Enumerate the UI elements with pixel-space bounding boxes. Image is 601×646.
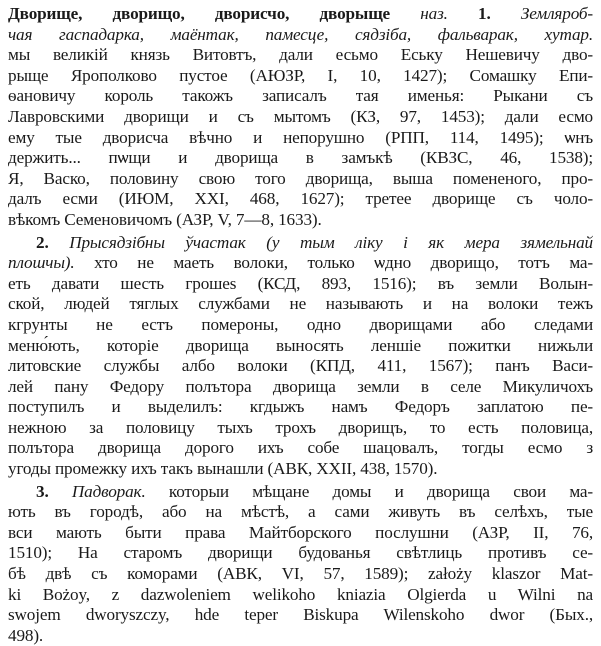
citation-text: бѣ двѣ съ коморами (АВК, VI, 57, 1589); założy klaszor Mat- — [8, 564, 593, 584]
citation-text: ють въ городѣ, або на мѣстѣ, а сами живуть въ селѣхъ, тые — [8, 502, 593, 522]
text-line — [8, 418, 593, 439]
citation-text: кгрунты не естъ помероны, одно дворищами або следами — [8, 314, 593, 334]
text-line — [8, 169, 593, 190]
text-line — [8, 459, 593, 480]
gloss: Земляроб- — [490, 4, 593, 23]
text-line — [8, 148, 593, 169]
text-line — [8, 189, 593, 210]
text-line — [8, 4, 593, 25]
gloss: наз. — [420, 4, 448, 23]
citation-text — [448, 4, 478, 23]
headword: Дворище, дворищо, дворисчо, дворыще — [8, 4, 421, 23]
text-line — [8, 107, 593, 128]
citation-text: вѣкомъ Семеновичомъ (АЗР, V, 7—8, 1633). — [8, 209, 322, 229]
citation-text: далъ есми (ИЮМ, XXI, 468, 1627); третее дворище съ чоло- — [8, 189, 593, 209]
gloss: Падворак. — [71, 481, 146, 501]
text-line — [8, 45, 593, 66]
text-line — [8, 356, 593, 377]
headword: 1. — [478, 4, 491, 23]
citation-text: полътора дворища дорого ихъ собе шацовалъ, тогды есмо з — [8, 438, 593, 458]
text-line — [8, 438, 593, 459]
text-line — [8, 294, 593, 315]
citation-text: меню́ють, которіе дворища выносять леншіе пожитки нижьли — [8, 335, 593, 355]
text-line — [8, 605, 593, 626]
text-line — [8, 128, 593, 149]
citation-text: лей пану Федору полътора дворища земли в селе Микуличохъ — [8, 376, 593, 396]
citation-text: рыще Ярополково пустое (АЮЗР, I, 10, 1427); Сомашку Епи- — [8, 65, 593, 85]
text-line — [8, 66, 593, 87]
text-line — [8, 585, 593, 606]
citation-text: swojem dworyszczy, hde teper Biskupa Wilenskoho dwor (Бых., — [8, 605, 593, 625]
headword: 3. — [36, 481, 72, 501]
citation-text: угоды промежку ихъ такъ вынашли (АВК, XXII, 438, 1570). — [8, 459, 438, 479]
citation-text: литовские службы албо волоки (КПД, 411, 1567); панъ Васи- — [8, 356, 593, 376]
text-line — [8, 315, 593, 336]
citation-text: мы великій князь Витовтъ, дали есьмо Еську Нешевичу дво- — [8, 45, 593, 65]
citation-text: вси мають быти права Майтборского послушни (АЗР, II, 76, — [8, 522, 593, 542]
citation-text: держить... пѡщи и дворища в замъкѣ (КВЗС, 46, 1538); — [8, 148, 593, 168]
text-line — [8, 523, 593, 544]
text-line — [8, 336, 593, 357]
text-line — [8, 210, 593, 231]
headword: 2. — [36, 232, 70, 252]
citation-text: Лавровскими дворищи и съ мытомъ (КЗ, 97, 1453); дали есмо — [8, 106, 593, 126]
citation-text: ской, людей тяглых службами не называють и на волоки тежъ — [8, 294, 593, 314]
citation-text: ki Bożoy, z dazwoleniem welikoho kniazia Olgierda u Wilni na — [8, 584, 593, 604]
text-line — [8, 233, 593, 254]
text-line — [8, 397, 593, 418]
text-line — [8, 377, 593, 398]
text-line — [8, 86, 593, 107]
citation-text: хто не маеть волоки, только ѡдно дворищо, тотъ ма- — [74, 253, 593, 273]
citation-text: ему тые дворисча вѣчно и непорушно (РПП, 114, 1495); ѡнъ — [8, 127, 593, 147]
citation-text: нежною за половицу тыхъ трохъ дворищъ, то есть половица, — [8, 417, 593, 437]
citation-text: Я, Васко, половину свою того дворища, выша помененого, про- — [8, 168, 593, 188]
text-line — [8, 564, 593, 585]
text-line — [8, 482, 593, 503]
text-line — [8, 543, 593, 564]
citation-text: 498). — [8, 625, 44, 645]
gloss: плошчы). — [8, 253, 75, 273]
citation-text: ѳановичу король такожъ записалъ тая именья: Рыкани съ — [8, 86, 593, 106]
text-line — [8, 502, 593, 523]
citation-text: которыи мѣщане домы и дворища свои ма- — [145, 481, 593, 501]
text-line — [8, 274, 593, 295]
text-line — [8, 253, 593, 274]
text-line — [8, 626, 593, 646]
text-line — [8, 25, 593, 46]
citation-text: 1510); На старомъ дворищи будованья свѣтлиць противъ се- — [8, 543, 593, 563]
citation-text: еть давати шесть грошеѕ (КСД, 893, 1516); въ земли Волын- — [8, 273, 593, 293]
citation-text: поступилъ и выделилъ: кгдыжъ намъ Федоръ заплатою пе- — [8, 397, 593, 417]
gloss: чая гаспадарка, маёнтак, памесце, сядзіба, фальварак, хутар. — [8, 24, 593, 44]
gloss: Прысядзібны ўчастак (у тым ліку і як мера зямельнай — [69, 232, 593, 252]
